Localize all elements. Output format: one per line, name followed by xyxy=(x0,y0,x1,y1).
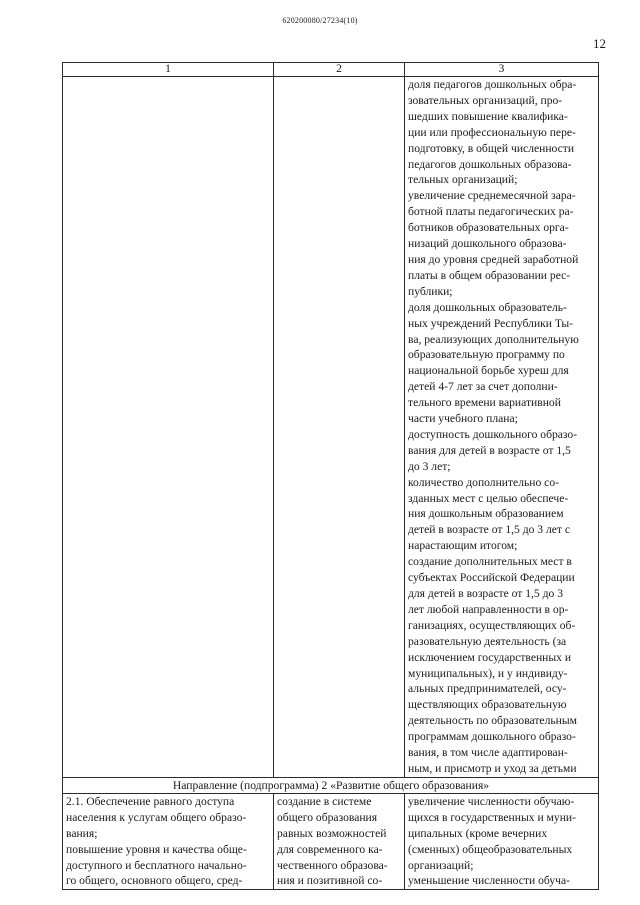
section-title: Направление (подпрограмма) 2 «Развитие общего образования» xyxy=(63,777,599,793)
text-line: муниципальных), и у индивиду- xyxy=(408,666,568,680)
text-line: количество дополнительно со- xyxy=(408,475,559,489)
text-line: доступность дошкольного образо- xyxy=(408,427,578,441)
text-line: го общего, основного общего, сред- xyxy=(66,874,243,888)
text-line: для современного ка- xyxy=(277,842,383,856)
table-header-row xyxy=(63,63,599,77)
table-row xyxy=(63,793,599,889)
text-line: части учебного плана; xyxy=(408,412,518,426)
text-line: зданных мест с целью обеспече- xyxy=(408,491,569,505)
text-line: разовательную деятельность (за xyxy=(408,634,567,648)
text-line: до 3 лет; xyxy=(408,459,451,473)
text-line: образовательную программу по xyxy=(408,348,565,362)
text-line: лет любой направленности в ор- xyxy=(408,602,569,616)
text-line: вания; xyxy=(66,826,98,840)
row2-col1 xyxy=(63,793,274,889)
text-line: вания, в том числе адаптирован- xyxy=(408,746,568,760)
text-line: общего образования xyxy=(277,810,378,824)
text-line: нарастающим итогом; xyxy=(408,539,518,553)
text-line: увеличение численности обучаю- xyxy=(408,794,575,808)
text-line: субъектах Российской Федерации xyxy=(408,571,575,585)
text-line: публики; xyxy=(408,284,453,298)
text-line: тельного времени вариативной xyxy=(408,396,561,410)
text-line: ных учреждений Республики Ты- xyxy=(408,316,574,330)
section-row xyxy=(63,777,599,793)
text-line: национальной борьбе хуреш для xyxy=(408,364,569,378)
header-col-2: 2 xyxy=(274,63,405,77)
text-line: для детей в возрасте от 1,5 до 3 xyxy=(408,587,564,600)
text-line: организаций; xyxy=(408,858,474,872)
text-line: ботной платы педагогических ра- xyxy=(408,205,574,219)
header-col-3: 3 xyxy=(405,63,599,77)
text-line: педагогов дошкольных образова- xyxy=(408,157,572,171)
text-line: доля дошкольных образователь- xyxy=(408,300,567,314)
text-line: доля педагогов дошкольных обра- xyxy=(408,78,577,91)
text-line: тельных организаций; xyxy=(408,173,518,187)
text-line: ществляющих образовательную xyxy=(408,698,567,712)
text-line: исключением государственных и xyxy=(408,650,572,664)
text-line: ва, реализующих дополнительную xyxy=(408,332,579,346)
table-row xyxy=(63,77,599,778)
text-line: чественного образова- xyxy=(277,858,388,872)
text-line: ным, и присмотр и уход за детьми xyxy=(408,761,577,775)
text-line: увеличение среднемесячной зара- xyxy=(408,189,576,203)
text-line: низаций дошкольного образова- xyxy=(408,237,567,251)
text-line: подготовку, в общей численности xyxy=(408,141,575,155)
text-line: равных возможностей xyxy=(277,826,387,840)
text-line: создание в системе xyxy=(277,794,372,808)
document-id: 620200080/27234(10) xyxy=(282,16,358,25)
text-line: населения к услугам общего образо- xyxy=(66,810,247,824)
text-line: щихся в государственных и муни- xyxy=(408,810,576,824)
text-line: ния дошкольным образованием xyxy=(408,507,564,521)
text-line: 2.1. Обеспечение равного доступа xyxy=(66,794,235,808)
header-col-1: 1 xyxy=(63,63,274,77)
text-line: ботников образовательных орга- xyxy=(408,221,569,235)
text-line: ципальных (кроме вечерних xyxy=(408,826,548,840)
text-line: повышение уровня и качества обще- xyxy=(66,842,247,856)
row2-col3 xyxy=(405,793,599,889)
text-line: ции или профессиональную пере- xyxy=(408,125,576,139)
text-line: уменьшение численности обуча- xyxy=(408,874,570,888)
row1-col2 xyxy=(274,77,405,778)
row1-col1 xyxy=(63,77,274,778)
text-line: деятельность по образовательным xyxy=(408,714,577,728)
row1-col3 xyxy=(405,77,599,778)
program-table xyxy=(62,62,599,890)
text-line: ния до уровня средней заработной xyxy=(408,252,579,266)
text-line: детей в возрасте от 1,5 до 3 лет с xyxy=(408,523,571,537)
text-line: создание дополнительных мест в xyxy=(408,555,572,569)
text-line: (сменных) общеобразовательных xyxy=(408,842,573,856)
text-line: платы в общем образовании рес- xyxy=(408,268,571,282)
text-line: зовательных организаций, про- xyxy=(408,93,563,107)
page-number: 12 xyxy=(593,36,606,51)
text-line: шедших повышение квалифика- xyxy=(408,109,568,123)
text-line: ния и позитивной со- xyxy=(277,874,383,888)
text-line: программам дошкольного образо- xyxy=(408,730,576,744)
text-line: детей 4-7 лет за счет дополни- xyxy=(408,380,558,394)
text-line: альных предпринимателей, осу- xyxy=(408,682,567,696)
text-line: доступного и бесплатного начально- xyxy=(66,858,247,872)
text-line: ганизациях, осуществляющих об- xyxy=(408,618,576,632)
text-line: вания для детей в возрасте от 1,5 xyxy=(408,443,571,457)
row2-col2 xyxy=(274,793,405,889)
